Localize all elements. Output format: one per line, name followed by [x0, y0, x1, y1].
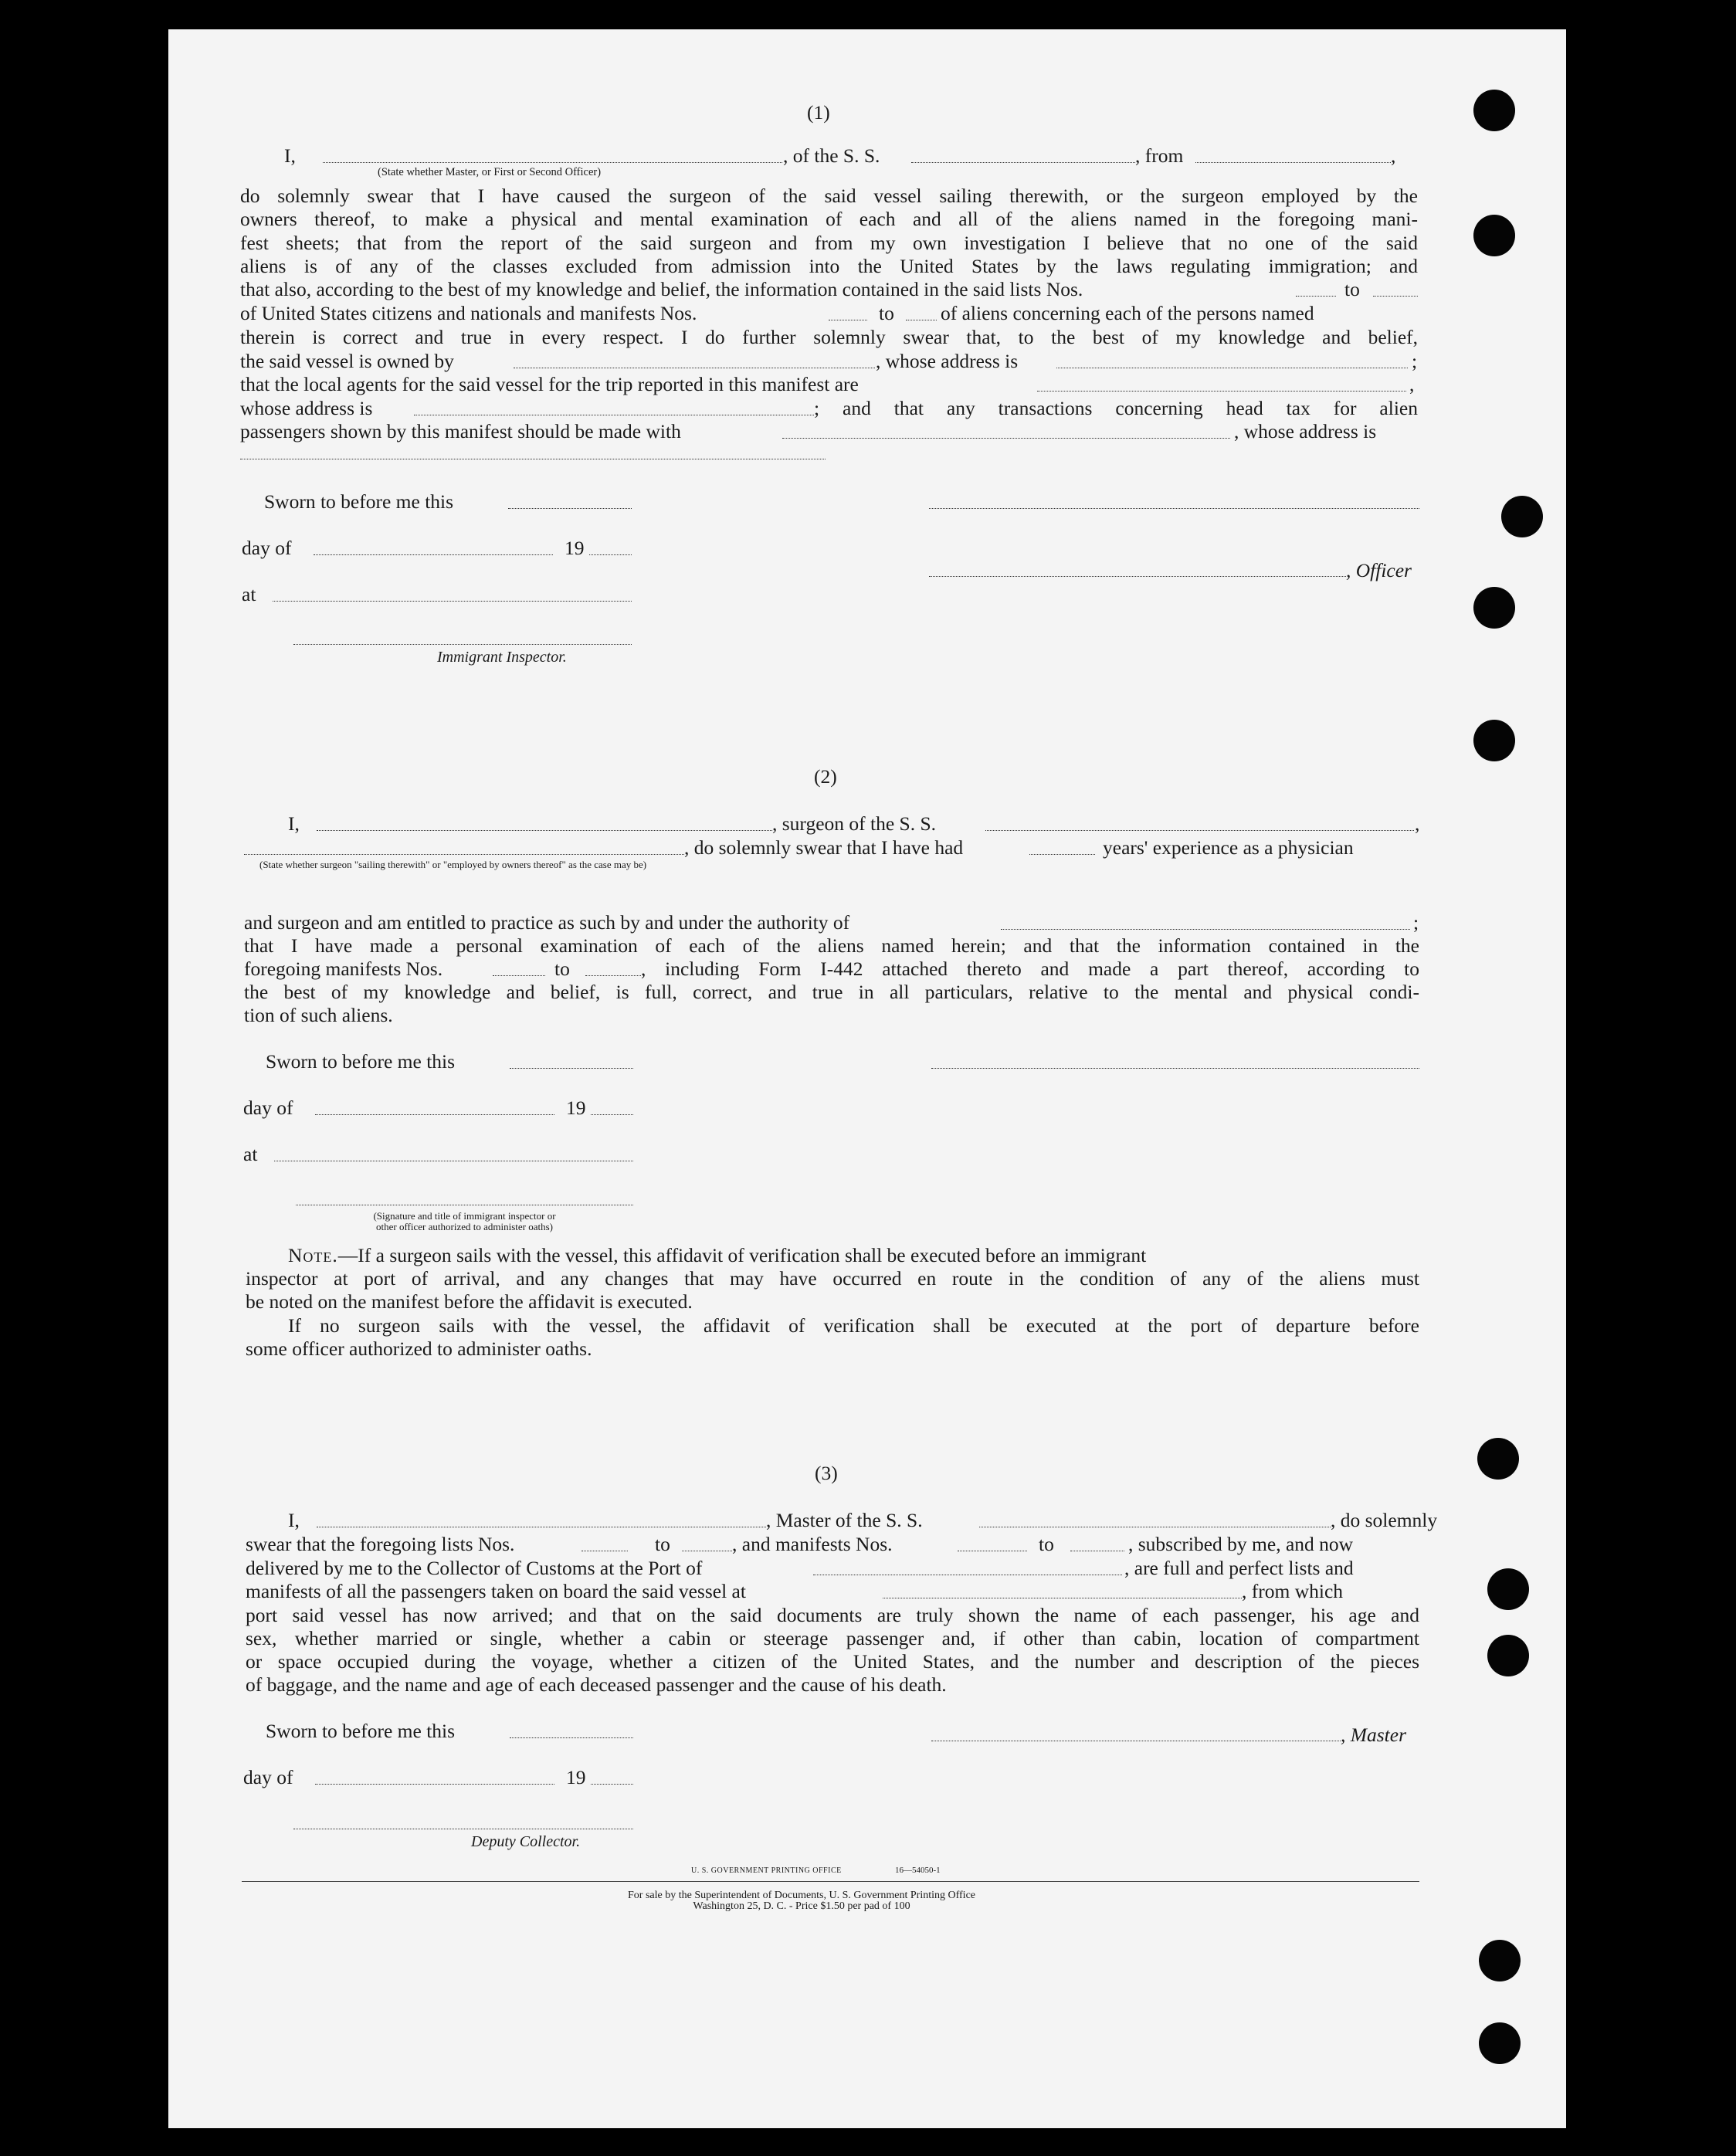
text: , do solemnly: [1331, 1509, 1438, 1531]
text: , and manifests Nos.: [732, 1533, 893, 1555]
blank-line[interactable]: [244, 854, 684, 855]
blank-line[interactable]: [510, 1737, 633, 1738]
note-line: some officer authorized to administer oaths.: [246, 1337, 592, 1360]
text: to: [554, 958, 570, 980]
body-line: owners thereof, to make a physical and mental examination of each and all of the aliens named in the foregoing mani-: [240, 208, 1418, 230]
text: that the local agents for the said vessel for the trip reported in this manifest are: [240, 373, 859, 395]
day-of-label: day of: [242, 537, 292, 559]
text: , whose address is: [1234, 420, 1377, 442]
sworn-label: Sworn to before me this: [266, 1050, 456, 1073]
blank-line[interactable]: [508, 508, 632, 509]
printer-line: U. S. GOVERNMENT PRINTING OFFICE: [691, 1866, 842, 1875]
blank-line[interactable]: [589, 554, 632, 555]
text: ;: [1413, 911, 1419, 934]
text: to: [1344, 278, 1360, 300]
blank-line[interactable]: [1029, 854, 1095, 855]
blank-line[interactable]: [585, 975, 641, 976]
body-line: that I have made a personal examination of each of the aliens named herein; and that the information contained in the: [244, 934, 1419, 957]
blank-line[interactable]: [1195, 162, 1391, 163]
text: , including Form I-442 attached thereto and made a part thereof, according to: [641, 958, 1419, 980]
body-line: sex, whether married or single, whether a cabin or steerage passenger and, if other than cabin, location of compartment: [246, 1627, 1419, 1649]
punch-hole: [1473, 587, 1515, 629]
text: , of the S. S.: [783, 144, 880, 167]
text: that also, according to the best of my knowledge and belief, the information contained in the said lists Nos.: [240, 278, 1083, 300]
body-line: aliens is of any of the classes excluded from admission into the United States by the laws regulating immigration; and: [240, 255, 1418, 277]
punch-hole: [1501, 496, 1543, 537]
punch-hole: [1479, 1940, 1521, 1981]
section-2-heading: (2): [814, 765, 837, 788]
blank-line[interactable]: [591, 1114, 633, 1115]
year-label: 19: [565, 537, 585, 559]
blank-line[interactable]: [1373, 296, 1418, 297]
inspector-label: Immigrant Inspector.: [437, 649, 567, 666]
blank-line[interactable]: [323, 162, 782, 163]
blank-line[interactable]: [315, 1114, 554, 1115]
day-of-label: day of: [243, 1097, 293, 1119]
text: whose address is: [240, 397, 373, 419]
text: , surgeon of the S. S.: [772, 812, 937, 835]
note-text: —If a surgeon sails with the vessel, this affidavit of verification shall be executed before an immigrant: [337, 1244, 1147, 1266]
blank-line[interactable]: [493, 975, 545, 976]
section-3-heading: (3): [815, 1462, 838, 1484]
body-line: fest sheets; that from the report of the said surgeon and from my own investigation I believe that no one of the said: [240, 232, 1418, 254]
signature-note: other officer authorized to administer oaths): [376, 1221, 553, 1232]
text: to: [1039, 1533, 1054, 1555]
text: , are full and perfect lists and: [1124, 1557, 1354, 1579]
field-note: (State whether surgeon "sailing therewith" or "employed by owners thereof" as the case may be): [259, 859, 647, 870]
text: , whose address is: [876, 350, 1019, 372]
officer-label: , Officer: [1346, 559, 1412, 581]
blank-line[interactable]: [314, 554, 553, 555]
sale-notice: For sale by the Superintendent of Documents, U. S. Government Printing Office: [628, 1890, 975, 1901]
text: , do solemnly swear that I have had: [684, 836, 964, 859]
body-line: the best of my knowledge and belief, is full, correct, and true in all particulars, relative to the mental and physical condi-: [244, 981, 1419, 1003]
text: I,: [288, 812, 300, 835]
form-page: [168, 29, 1566, 2128]
text: of United States citizens and nationals and manifests Nos.: [240, 302, 697, 324]
note-line: inspector at port of arrival, and any changes that may have occurred en route in the condition of any of the aliens must: [246, 1267, 1419, 1290]
sale-notice: Washington 25, D. C. - Price $1.50 per pad of 100: [693, 1900, 910, 1912]
footer-rule: [242, 1881, 1419, 1882]
year-label: 19: [566, 1097, 586, 1119]
blank-line[interactable]: [1001, 929, 1410, 930]
blank-line[interactable]: [273, 601, 632, 602]
form-code: 16—54050-1: [895, 1866, 941, 1875]
section-1-heading: (1): [807, 101, 830, 124]
blank-line[interactable]: [911, 162, 1135, 163]
text: passengers shown by this manifest should be made with: [240, 420, 681, 442]
blank-line[interactable]: [782, 438, 1230, 439]
text: to: [879, 302, 894, 324]
text: delivered by me to the Collector of Customs at the Port of: [246, 1557, 703, 1579]
text: ,: [1409, 373, 1415, 395]
field-note: (State whether Master, or First or Second Officer): [378, 166, 602, 178]
body-line: port said vessel has now arrived; and that on the said documents are truly shown the name of each passenger, his age and: [246, 1604, 1419, 1626]
punch-hole: [1477, 1438, 1519, 1480]
year-label: 19: [566, 1766, 586, 1788]
deputy-label: Deputy Collector.: [471, 1833, 581, 1850]
text: manifests of all the passengers taken on board the said vessel at: [246, 1580, 746, 1602]
text: I,: [288, 1509, 300, 1531]
blank-line[interactable]: [1037, 391, 1406, 392]
body-line: or space occupied during the voyage, whether a citizen of the United States, and the number and description of the pieces: [246, 1650, 1419, 1673]
text: , subscribed by me, and now: [1128, 1533, 1354, 1555]
text: foregoing manifests Nos.: [244, 958, 443, 980]
text: , Master of the S. S.: [766, 1509, 923, 1531]
punch-hole: [1473, 215, 1515, 256]
blank-line[interactable]: [317, 830, 772, 831]
blank-line[interactable]: [1296, 296, 1336, 297]
punch-hole: [1487, 1635, 1529, 1676]
text: ,: [1391, 144, 1396, 167]
at-label: at: [242, 583, 256, 605]
text: to: [655, 1533, 670, 1555]
text: of aliens concerning each of the persons named: [941, 302, 1314, 324]
body-line: tion of such aliens.: [244, 1004, 393, 1026]
text: years' experience as a physician: [1103, 836, 1354, 859]
text: , from: [1135, 144, 1184, 167]
sworn-label: Sworn to before me this: [264, 490, 454, 513]
text: ; and that any transactions concerning head tax for alien: [814, 397, 1418, 419]
note-label: [288, 1246, 1146, 1266]
signature-line[interactable]: [293, 644, 632, 645]
note-title: Note.: [288, 1244, 338, 1266]
punch-hole: [1479, 2022, 1521, 2064]
text: the said vessel is owned by: [240, 350, 454, 372]
text: , from which: [1242, 1580, 1344, 1602]
text: ;: [1412, 350, 1418, 372]
blank-line[interactable]: [315, 1784, 554, 1785]
note-line: be noted on the manifest before the affidavit is executed.: [246, 1290, 693, 1313]
day-of-label: day of: [243, 1766, 293, 1788]
signature-line[interactable]: [931, 1068, 1419, 1069]
blank-line[interactable]: [591, 1784, 633, 1785]
master-label: , Master: [1341, 1724, 1406, 1746]
signature-line[interactable]: [929, 576, 1346, 577]
note-line: If no surgeon sails with the vessel, the affidavit of verification shall be executed at the port of departure before: [288, 1314, 1419, 1337]
body-line: do solemnly swear that I have caused the surgeon of the said vessel sailing therewith, or the surgeon employed by the: [240, 185, 1418, 207]
sworn-label: Sworn to before me this: [266, 1720, 456, 1742]
text: swear that the foregoing lists Nos.: [246, 1533, 515, 1555]
at-label: at: [243, 1143, 258, 1165]
punch-hole: [1473, 720, 1515, 761]
punch-hole: [1473, 90, 1515, 131]
blank-line[interactable]: [510, 1068, 633, 1069]
blank-line[interactable]: [985, 830, 1414, 831]
body-line: of baggage, and the name and age of each deceased passenger and the cause of his death.: [246, 1673, 947, 1696]
signature-line[interactable]: [929, 508, 1419, 509]
text: I,: [284, 144, 296, 167]
signature-note: (Signature and title of immigrant inspector or: [373, 1210, 556, 1222]
text: ,: [1415, 812, 1420, 835]
body-line: therein is correct and true in every respect. I do further solemnly swear that, to the best of my knowledge and belief,: [240, 326, 1418, 348]
punch-hole: [1487, 1568, 1529, 1610]
text: and surgeon and am entitled to practice as such by and under the authority of: [244, 911, 850, 934]
